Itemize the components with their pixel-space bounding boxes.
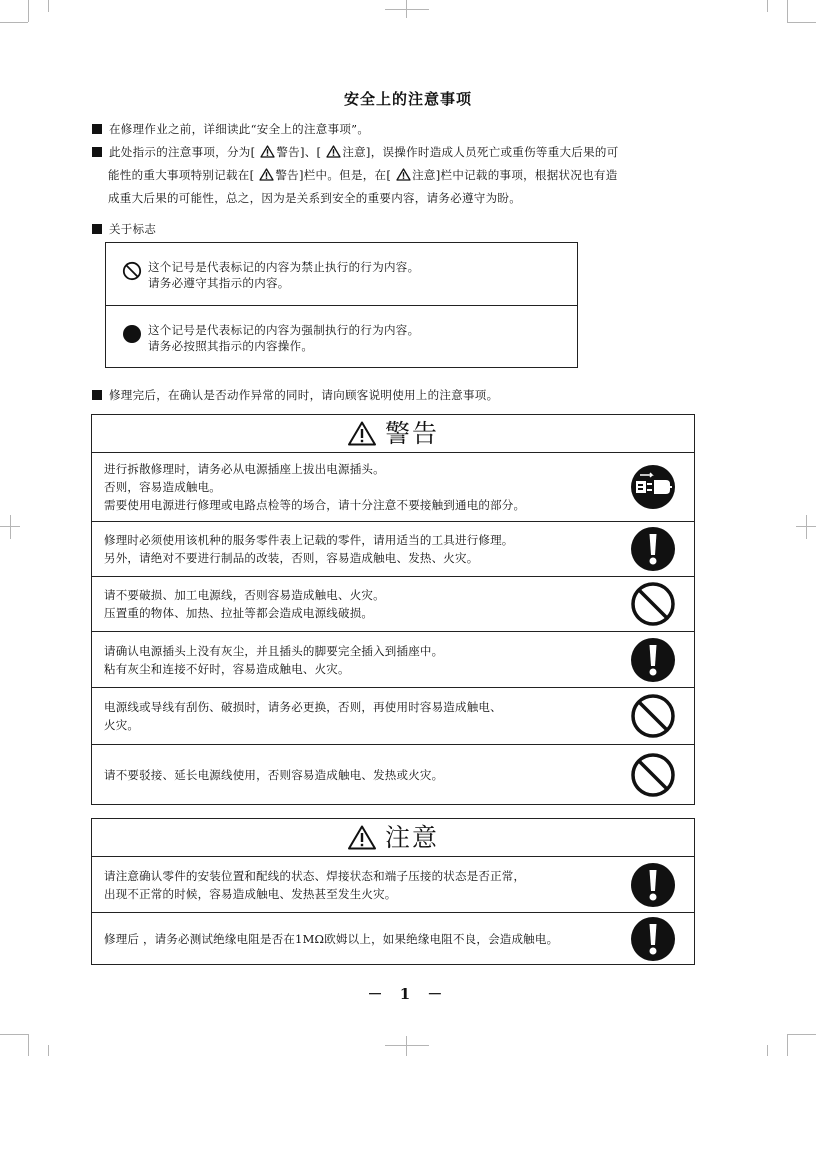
bullet-square <box>92 224 102 234</box>
mandatory-icon <box>630 916 676 962</box>
warning-row-cord-replace: 电源线或导线有刮伤、破损时，请务必更换，否则，再使用时容易造成触电、 火灾。 <box>92 687 694 744</box>
caution-row-wiring: 请注意确认零件的安装位置和配线的状态、焊接状态和端子压接的状态是否正常， 出现不正常的时候，容易造成触电、发热甚至发生火灾。 <box>92 857 694 912</box>
prohibition-icon <box>122 261 142 281</box>
warning-triangle-icon <box>260 145 275 158</box>
caution-row-insulation: 修理后 ，请务必测试绝缘电阻是否在1MΩ欧姆以上，如果绝缘电阻不良，会造成触电。 <box>92 912 694 964</box>
warning-triangle-icon <box>347 420 377 447</box>
sign-row-mandatory: 这个记号是代表标记的内容为强制执行的行为内容。 请务必按照其指示的内容操作。 <box>106 305 577 367</box>
mandatory-icon <box>630 526 676 572</box>
warning-triangle-icon <box>396 168 411 181</box>
page-title: 安全上的注意事项 <box>343 90 472 108</box>
sign-row-prohibition: 这个记号是代表标记的内容为禁止执行的行为内容。 请务必遵守其指示的内容。 <box>106 243 577 305</box>
bullet-square <box>92 147 102 157</box>
page-number: － 1 － <box>367 985 449 1003</box>
note-after-repair: 修理完后，在确认是否动作异常的同时，请向顾客说明使用上的注意事项。 <box>92 384 712 407</box>
bullet-square <box>92 390 102 400</box>
warning-row-plug-dust: 请确认电源插头上没有灰尘，并且插头的脚要完全插入到插座中。 粘有灰尘和连接不好时，容易造成触电、火灾。 <box>92 631 694 687</box>
warning-row-cord-damage: 请不要破损、加工电源线，否则容易造成触电、火灾。 压置重的物体、加热、拉扯等都会造成电源线破损。 <box>92 576 694 631</box>
warning-header: 警告 <box>92 415 694 453</box>
note-about-signs: 关于标志 <box>92 218 712 241</box>
prohibition-icon <box>630 752 676 798</box>
warning-triangle-icon <box>347 824 377 851</box>
warning-triangle-icon <box>326 145 341 158</box>
caution-header: 注意 <box>92 819 694 857</box>
mandatory-icon <box>122 324 142 344</box>
prohibition-icon <box>630 581 676 627</box>
unplug-icon <box>630 464 676 510</box>
warning-row-extension: 请不要驳接、延长电源线使用，否则容易造成触电、发热或火灾。 <box>92 744 694 804</box>
bullet-square <box>92 124 102 134</box>
warning-panel <box>91 414 695 805</box>
warning-row-unplug: 进行拆散修理时，请务必从电源插座上拔出电源插头。 否则，容易造成触电。 需要使用电源进行修理或电路点检等的场合，请十分注意不要接触到通电的部分。 <box>92 453 694 521</box>
signs-legend-box <box>105 242 578 368</box>
prohibition-icon <box>630 693 676 739</box>
note-indication: 此处指示的注意事项，分为[ 警告]、[ 注意]，误操作时造成人员死亡或重伤等重大后果的可 能性的重大事项特别记载在[ 警告]栏中。但是，在[ 注意]栏中记载的事项，根据状况也有造 成重大后果的可能性，总之，因为是关系到安全的重要内容，请务必遵守为盼。 <box>92 141 712 210</box>
mandatory-icon <box>630 637 676 683</box>
mandatory-icon <box>630 862 676 908</box>
caution-panel <box>91 818 695 965</box>
warning-row-parts: 修理时必须使用该机种的服务零件表上记载的零件，请用适当的工具进行修理。 另外，请绝对不要进行制品的改装，否则，容易造成触电、发热、火灾。 <box>92 521 694 576</box>
warning-triangle-icon <box>259 168 274 181</box>
note-read-before: 在修理作业之前，详细读此“安全上的注意事项”。 <box>92 118 712 141</box>
